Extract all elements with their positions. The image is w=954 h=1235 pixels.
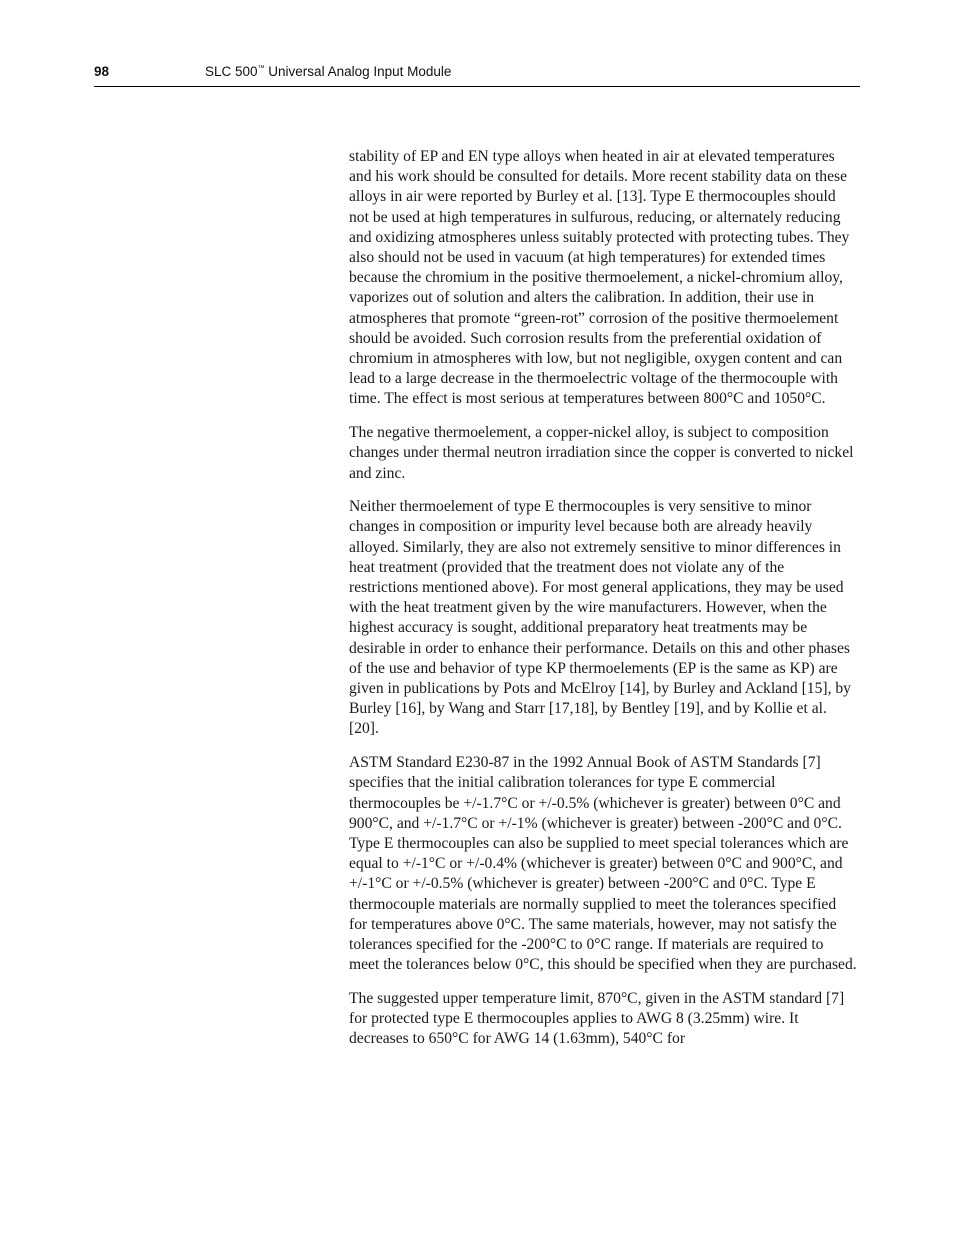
paragraph: The suggested upper temperature limit, 870°C, given in the ASTM standard [7] for protected type E thermocouples applies to AWG 8 (3.25mm) wire. It decreases to 650°C for AWG 14 (1.63mm), 540°C for	[349, 989, 845, 1048]
paragraph: stability of EP and EN type alloys when heated in air at elevated temperatures and his work should be consulted for details. More recent stability data on these alloys in air were reported by Burley et al. [13]. Type E thermocouples should not be used at high temperatures in sulfurous, reducing, or alternately reducing and oxidizing atmospheres unless suitably protected with protecting tubes. They also should not be used in vacuum (at high temperatures) for extended times because the chromium in the positive thermoelement, a nickel-chromium alloy, vaporizes out of solution and alters the calibration. In addition, their use in atmospheres that promote “green-rot” corrosion of the positive thermoelement should be avoided. Such corrosion results from the preferential oxidation of chromium in atmospheres with low, but not negligible, oxygen content and can lead to a large decrease in the thermoelectric voltage of the thermocouple with time. The effect is most serious at temperatures between 800°C and 1050°C.	[349, 148, 850, 408]
title-rest: Universal Analog Input Module	[264, 64, 452, 79]
paragraph: The negative thermoelement, a copper-nickel alloy, is subject to composition changes under thermal neutron irradiation since the copper is converted to nickel and zinc.	[349, 424, 854, 482]
title-product: SLC 500	[205, 64, 258, 79]
body-text	[349, 147, 857, 1063]
document-title	[205, 64, 451, 79]
paragraph: Neither thermoelement of type E thermocouples is very sensitive to minor changes in composition or impurity level because both are already heavily alloyed. Similarly, they are also not extremely sensitive to minor differences in heat treatment (provided that the treatment does not violate any of the restrictions mentioned above). For most general applications, they may be used with the heat treatment given by the wire manufacturers. However, when the highest accuracy is sought, additional preparatory heat treatments may be desirable in order to enhance their performance. Details on this and other phases of the use and behavior of type KP thermoelements (EP is the same as KP) are given in publications by Pots and McElroy [14], by Burley and Ackland [15], by Burley [16], by Wang and Starr [17,18], by Bentley [19], and by Kollie et al. [20].	[349, 498, 851, 738]
paragraph: ASTM Standard E230-87 in the 1992 Annual Book of ASTM Standards [7] specifies that the initial calibration tolerances for type E commercial thermocouples be +/-1.7°C or +/-0.5% (whichever is greater) between 0°C and 900°C, and +/-1.7°C or +/-1% (whichever is greater) between -200°C and 0°C. Type E thermocouples can also be supplied to meet special tolerances which are equal to +/-1°C or +/-0.4% (whichever is greater) between 0°C and 900°C, and +/-1°C or +/-0.5% (whichever is greater) between -200°C and 0°C. Type E thermocouple materials are normally supplied to meet the tolerances specified for temperatures above 0°C. The same materials, however, may not satisfy the tolerances specified for the -200°C to 0°C range. If materials are required to meet the tolerances below 0°C, this should be specified when they are purchased.	[349, 754, 857, 974]
page-number: 98	[94, 64, 110, 79]
trademark-mark: ™	[257, 65, 265, 72]
page-header	[94, 60, 860, 87]
